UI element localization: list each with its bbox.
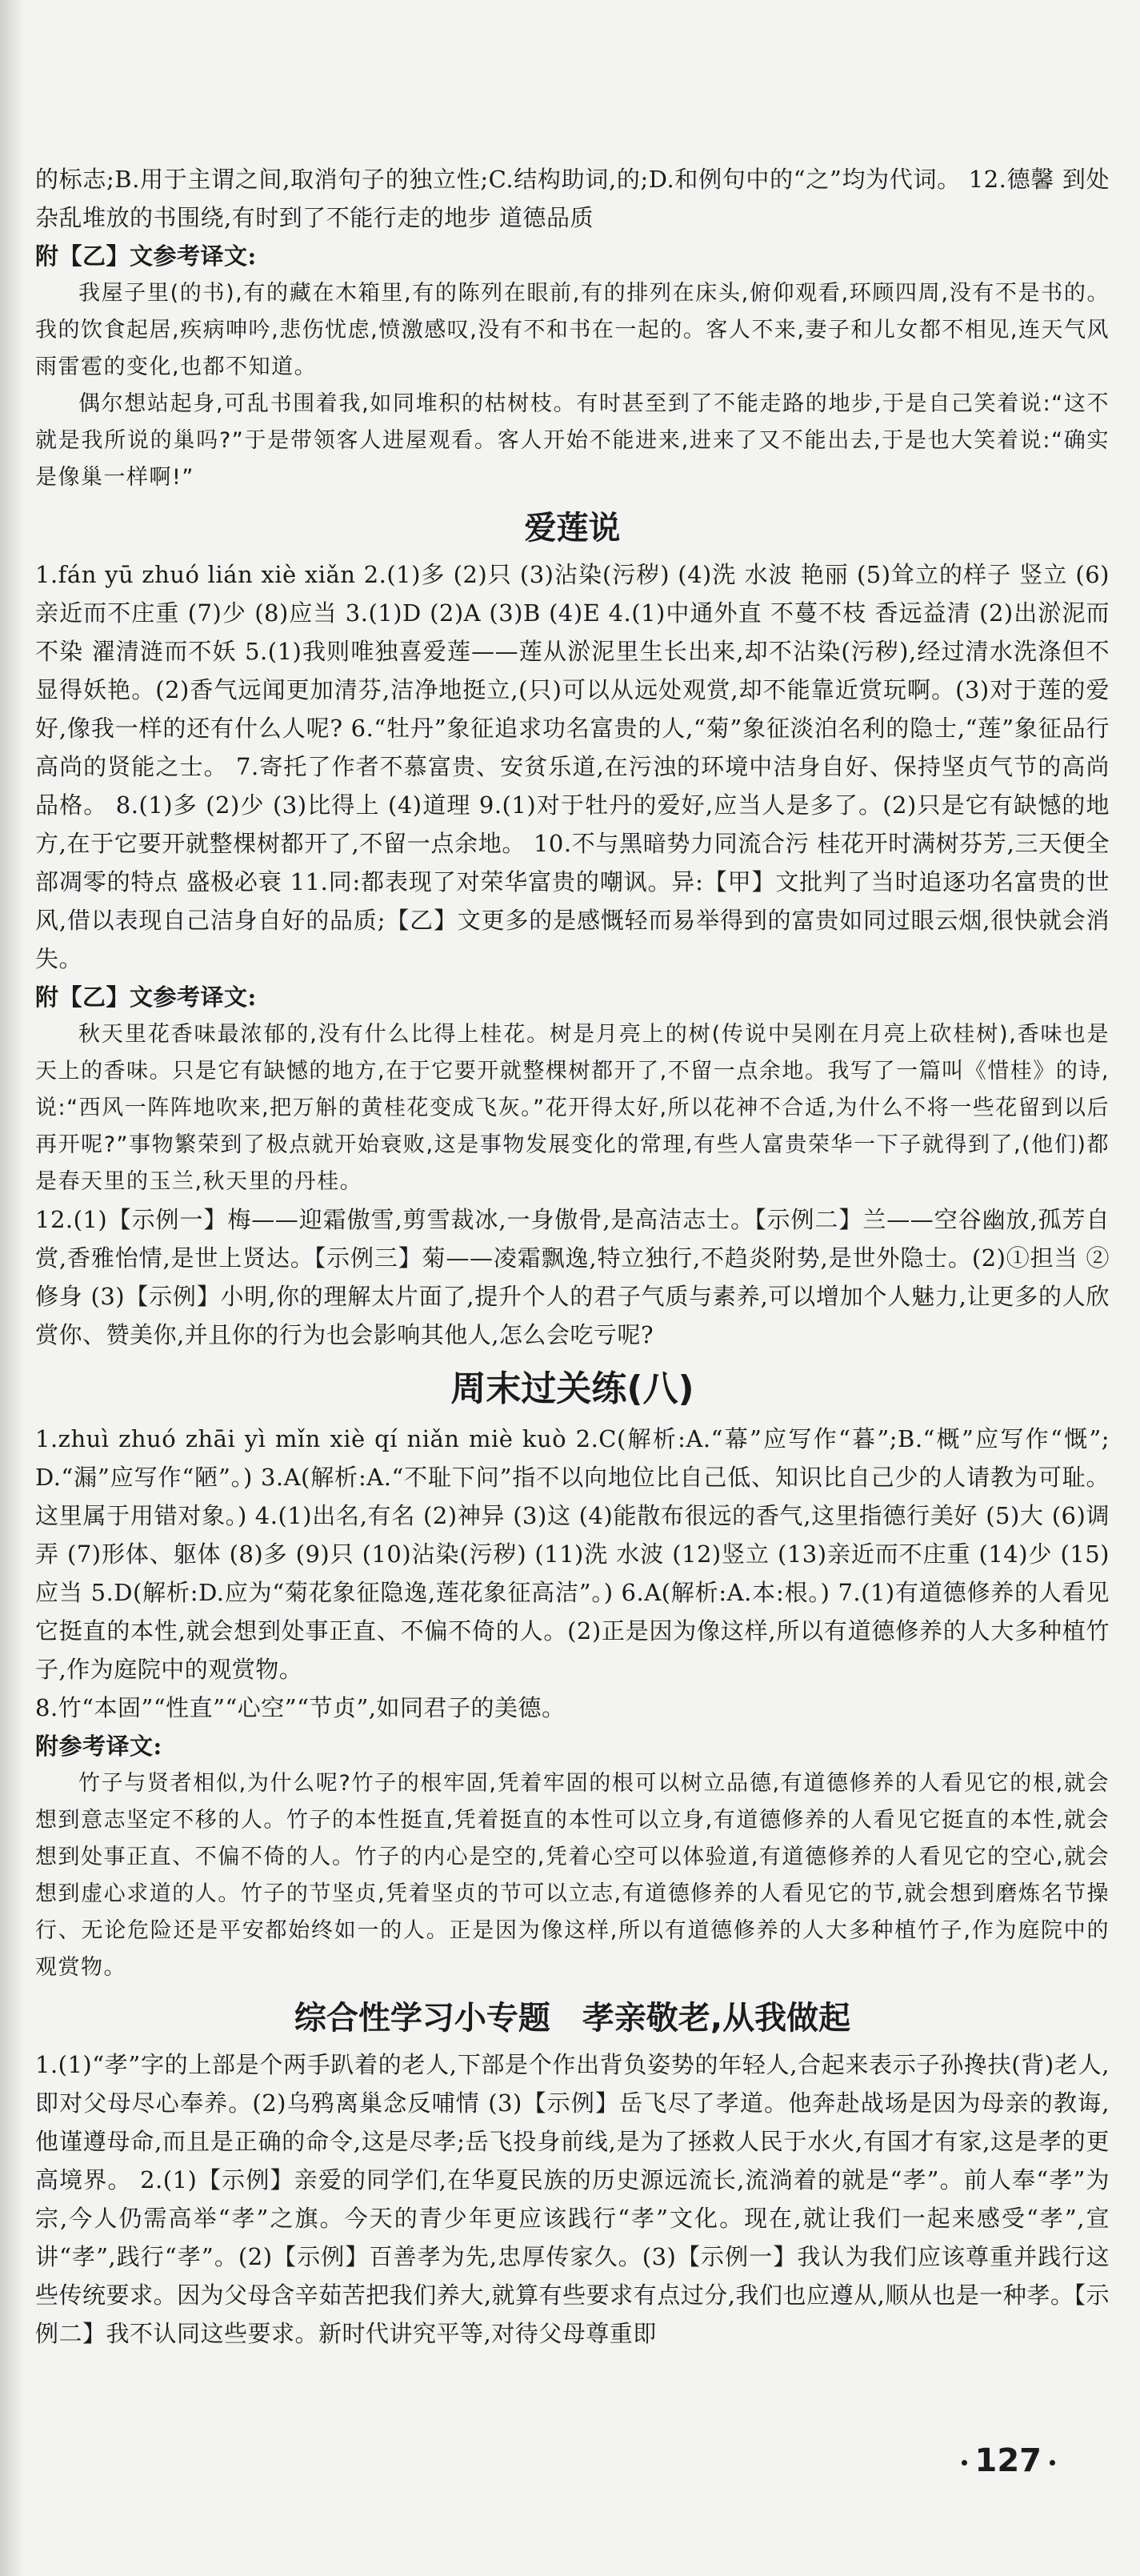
- answer-paragraph: 1.zhuì zhuó zhāi yì mǐn xiè qí niǎn miè kuò 2.C(解析:A.“幕”应写作“暮”;B.“概”应写作“慨”;D.“漏”应写作“陋”。) 3.A(解析:A.“不耻下问”指不以向地位比自己低、知识比自己少的人请教为可耻。这里属于用错对象。) 4.(1)出名,有名 (2)神异 (3)这 (4)能散布很远的香气,这里指德行美好 (5)大 (6)调弄 (7)形体、躯体 (8)多 (9)只 (10)沾染(污秽) (11)洗 水波 (12)竖立 (13)亲近而不庄重 (14)少 (15)应当 5.D(解析:D.应为“菊花象征隐逸,莲花象征高洁”。) 6.A(解析:A.本:根。) 7.(1)有道德修养的人看见它挺直的本性,就会想到处事正直、不偏不倚的人。(2)正是因为像这样,所以有道德修养的人大多种植竹子,作为庭院中的观赏物。: [35, 1425, 1110, 1683]
- page-number-value: 127: [974, 2442, 1042, 2479]
- answer-paragraph: 12.(1)【示例一】梅——迎霜傲雪,剪雪裁冰,一身傲骨,是高洁志士。【示例二】兰——空谷幽放,孤芳自赏,香雅怡情,是世上贤达。【示例三】菊——凌霜飘逸,特立独行,不趋炎附势,是世外隐士。(2)①担当 ②修身 (3)【示例】小明,你的理解太片面了,提升个人的君子气质与素养,可以增加个人魅力,让更多的人欣赏你、赞美你,并且你的行为也会影响其他人,怎么会吃亏呢?: [35, 1206, 1110, 1348]
- translation-paragraph: 我屋子里(的书),有的藏在木箱里,有的陈列在眼前,有的排列在床头,俯仰观看,环顾四周,没有不是书的。我的饮食起居,疾病呻吟,悲伤忧虑,愤激感叹,没有不和书在一起的。客人不来,妻子和儿女都不相见,连天气风雨雷雹的变化,也都不知道。: [35, 281, 1110, 379]
- answer-paragraph: 1.(1)“孝”字的上部是个两手趴着的老人,下部是个作出背负姿势的年轻人,合起来表示子孙搀扶(背)老人,即对父母尽心奉养。(2)乌鸦离巢念反哺情 (3)【示例】岳飞尽了孝道。他奔赴战场是因为母亲的教诲,他谨遵母命,而且是正确的命令,这是尽孝;岳飞投身前线,是为了拯救人民于水火,有国才有家,这是孝的更高境界。 2.(1)【示例】亲爱的同学们,在华夏民族的历史源远流长,流淌着的就是“孝”。前人奉“孝”为宗,今人仍需高举“孝”之旗。今天的青少年更应该践行“孝”文化。现在,就让我们一起来感受“孝”,宣讲“孝”,践行“孝”。(2)【示例】百善孝为先,忠厚传家久。(3)【示例一】我认为我们应该尊重并践行这些传统要求。因为父母含辛茹苦把我们养大,就算有些要求有点过分,我们也应遵从,顺从也是一种孝。【示例二】我不认同这些要求。新时代讲究平等,对待父母尊重即: [35, 2051, 1110, 2347]
- translation-paragraph: 偶尔想站起身,可乱书围着我,如同堆积的枯树枝。有时甚至到了不能走路的地步,于是自己笑着说:“这不就是我所说的巢吗?”于是带领客人进屋观看。客人开始不能进来,进来了又不能出去,于是也大笑着说:“确实是像巢一样啊!”: [35, 391, 1110, 490]
- answer-paragraph: 1.fán yū zhuó lián xiè xiǎn 2.(1)多 (2)只 (3)沾染(污秽) (4)洗 水波 艳丽 (5)耸立的样子 竖立 (6)亲近而不庄重 (7)少 (8)应当 3.(1)D (2)A (3)B (4)E 4.(1)中通外直 不蔓不枝 香远益清 (2)出淤泥而不染 濯清涟而不妖 5.(1)我则唯独喜爱莲——莲从淤泥里生长出来,却不沾染(污秽),经过清水洗涤但不显得妖艳。(2)香气远闻更加清芬,洁净地挺立,(只)可以从远处观赏,却不能靠近赏玩啊。(3)对于莲的爱好,像我一样的还有什么人呢? 6.“牡丹”象征追求功名富贵的人,“菊”象征淡泊名利的隐士,“莲”象征品行高尚的贤能之士。 7.寄托了作者不慕富贵、安贫乐道,在污浊的环境中洁身自好、保持坚贞气节的高尚品格。 8.(1)多 (2)少 (3)比得上 (4)道理 9.(1)对于牡丹的爱好,应当人是多了。(2)只是它有缺憾的地方,在于它要开就整棵树都开了,不留一点余地。 10.不与黑暗势力同流合污 桂花开时满树芬芳,三天便全部凋零的特点 盛极必衰 11.同:都表现了对荣华富贵的嘲讽。异:【甲】文批判了当时追逐功名富贵的世风,借以表现自己洁身自好的品质;【乙】文更多的是感慨轻而易举得到的富贵如同过眼云烟,很快就会消失。: [35, 561, 1110, 972]
- translation-heading: 附【乙】文参考译文:: [35, 242, 257, 270]
- section-title-sub: 孝亲敬老,从我做起: [582, 2000, 851, 2037]
- translation-heading: 附【乙】文参考译文:: [35, 984, 257, 1011]
- section-title: [35, 1993, 1110, 2044]
- section-title: 爱莲说: [524, 510, 621, 547]
- bullet-dot-icon: [1050, 2460, 1055, 2466]
- translation-paragraph: 竹子与贤者相似,为什么呢?竹子的根牢固,凭着牢固的根可以树立品德,有道德修养的人看见它的根,就会想到意志坚定不移的人。竹子的本性挺直,凭着挺直的本性可以立身,有道德修养的人看见它挺直的本性,就会想到处事正直、不偏不倚的人。竹子的内心是空的,凭着心空可以体验道,有道德修养的人看见它的空心,就会想到虚心求道的人。竹子的节坚贞,凭着坚贞的节可以立志,有道德修养的人看见它的节,就会想到磨炼名节操行、无论危险还是平安都始终如一的人。正是因为像这样,所以有道德修养的人大多种植竹子,作为庭院中的观赏物。: [35, 1771, 1110, 1980]
- translation-heading: 附参考译文:: [35, 1733, 162, 1760]
- section-title-main: 综合性学习小专题: [294, 2000, 550, 2037]
- page-number: [954, 2442, 1064, 2479]
- answer-paragraph: 8.竹“本固”“性直”“心空”“节贞”,如同君子的美德。: [35, 1694, 566, 1721]
- translation-paragraph: 秋天里花香味最浓郁的,没有什么比得上桂花。树是月亮上的树(传说中吴刚在月亮上砍桂树),香味也是天上的香味。只是它有缺憾的地方,在于它要开就整棵树都开了,不留一点余地。我写了一篇叫《惜桂》的诗,说:“西风一阵阵地吹来,把万斛的黄桂花变成飞灰。”花开得太好,所以花神不合适,为什么不将一些花留到以后再开呢?”事物繁荣到了极点就开始衰败,这是事物发展变化的常理,有些人富贵荣华一下子就得到了,(他们)都是春天里的玉兰,秋天里的丹桂。: [35, 1022, 1110, 1194]
- section-title: 周末过关练(八): [450, 1368, 694, 1409]
- bullet-dot-icon: [962, 2460, 967, 2466]
- answer-paragraph: 的标志;B.用于主谓之间,取消句子的独立性;C.结构助词,的;D.和例句中的“之”均为代词。 12.德馨 到处杂乱堆放的书围绕,有时到了不能行走的地步 道德品质: [35, 166, 1110, 231]
